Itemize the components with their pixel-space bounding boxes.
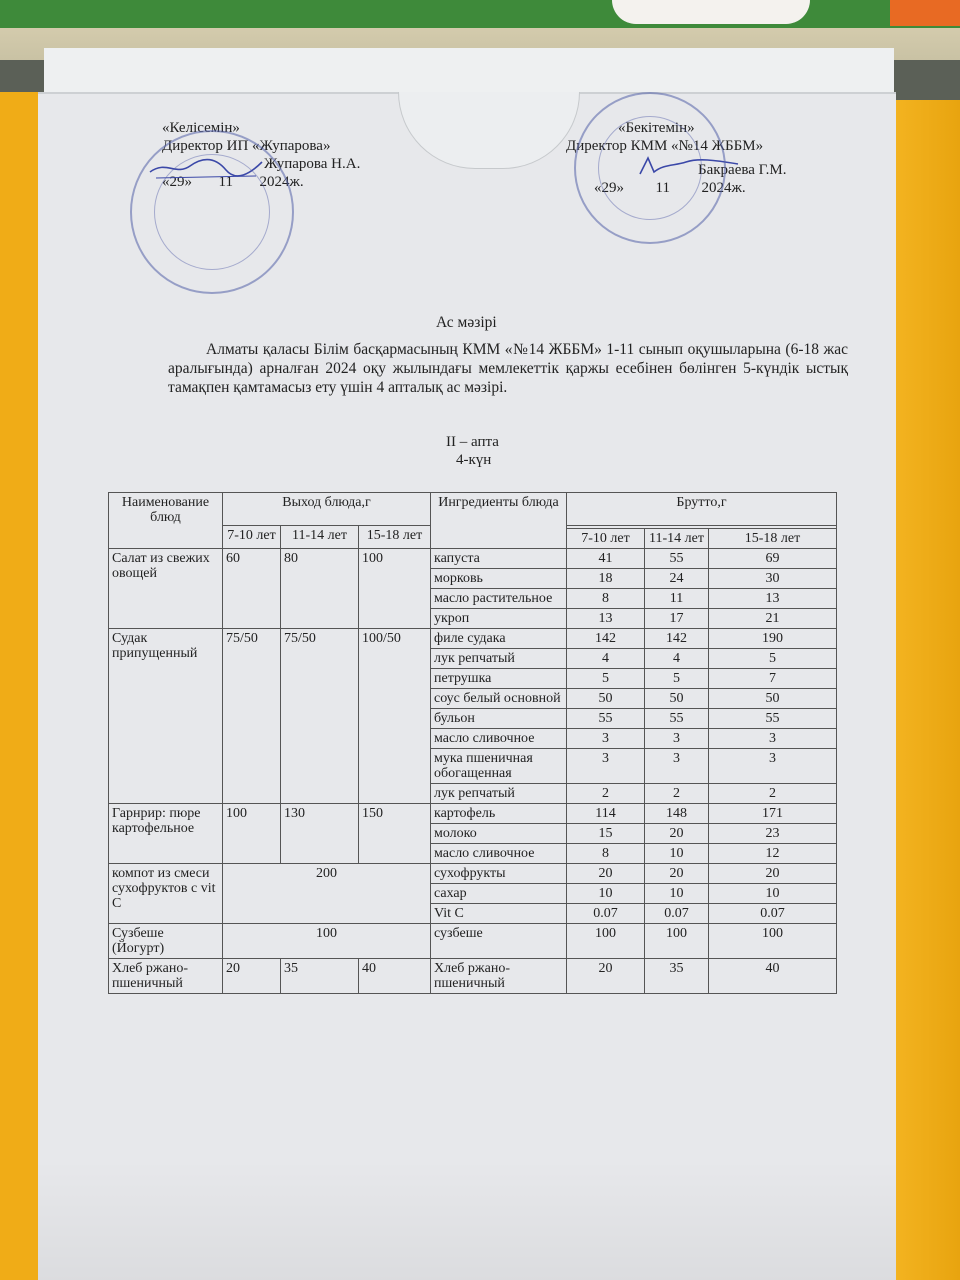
brutto-7-10-cell: 41 xyxy=(567,549,645,569)
wall-decoration-orange xyxy=(890,0,960,26)
sleeve-cutout xyxy=(398,92,580,169)
table-row xyxy=(109,959,837,994)
brutto-11-14-cell: 10 xyxy=(645,884,709,904)
brutto-11-14-cell: 10 xyxy=(645,844,709,864)
header-output: Выход блюда,г xyxy=(223,493,431,526)
brutto-7-10-cell: 3 xyxy=(567,749,645,784)
menu-table xyxy=(108,492,837,994)
brutto-7-10-cell: 15 xyxy=(567,824,645,844)
brutto-15-18-cell: 30 xyxy=(709,569,837,589)
brutto-11-14-cell: 35 xyxy=(645,959,709,994)
brutto-11-14-cell: 50 xyxy=(645,689,709,709)
dish-name-cell: Гарнрир: пюре картофельное xyxy=(109,804,223,864)
brutto-7-10-cell: 13 xyxy=(567,609,645,629)
ingredient-name-cell: сахар xyxy=(431,884,567,904)
brutto-7-10-cell: 3 xyxy=(567,729,645,749)
dish-output-7-10: 20 xyxy=(223,959,281,994)
ingredient-name-cell: лук репчатый xyxy=(431,649,567,669)
brutto-7-10-cell: 20 xyxy=(567,959,645,994)
ingredient-name-cell: укроп xyxy=(431,609,567,629)
brutto-7-10-cell: 18 xyxy=(567,569,645,589)
brutto-11-14-cell: 3 xyxy=(645,749,709,784)
document-intro: Алматы қаласы Білім басқармасының КММ «№14 ЖББМ» 1-11 сынып оқушыларына (6-18 жас аралығында) арналған 2024 оқу жылындағы мемлекеттік қаржы есебінен бөлінген 5-күндік ыстық тамақпен қамтамасыз ету үшін 4 апталық ас мәзірі. xyxy=(168,341,848,396)
brutto-15-18-cell: 12 xyxy=(709,844,837,864)
table-row xyxy=(109,629,837,649)
brutto-11-14-cell: 17 xyxy=(645,609,709,629)
brutto-11-14-cell: 20 xyxy=(645,824,709,844)
ingredient-name-cell: бульон xyxy=(431,709,567,729)
ingredient-name-cell: Vit C xyxy=(431,904,567,924)
dish-name-cell: Хлеб ржано-пшеничный xyxy=(109,959,223,994)
brutto-7-10-cell: 100 xyxy=(567,924,645,959)
brutto-11-14-cell: 55 xyxy=(645,709,709,729)
brutto-15-18-cell: 3 xyxy=(709,729,837,749)
dish-output-11-14: 130 xyxy=(281,804,359,864)
brutto-7-10-cell: 114 xyxy=(567,804,645,824)
dish-output-cell: 200 xyxy=(223,864,431,924)
brutto-11-14-cell: 3 xyxy=(645,729,709,749)
brutto-15-18-cell: 0.07 xyxy=(709,904,837,924)
date-month: 11 xyxy=(655,180,670,196)
approval-position-right: Директор КММ «№14 ЖББМ» xyxy=(566,138,764,154)
brutto-11-14-cell: 24 xyxy=(645,569,709,589)
paper-shadow xyxy=(38,1160,896,1280)
dish-name-cell: Сузбеше (Йогурт) xyxy=(109,924,223,959)
header-brutto-15-18: 15-18 лет xyxy=(709,529,837,549)
table-row xyxy=(109,804,837,824)
stamp-inner-ring xyxy=(154,154,270,270)
approval-position-left: Директор ИП «Жупарова» xyxy=(162,138,331,154)
day-label: 4-күн xyxy=(456,452,492,468)
dish-output-11-14: 80 xyxy=(281,549,359,629)
brutto-15-18-cell: 2 xyxy=(709,784,837,804)
brutto-7-10-cell: 20 xyxy=(567,864,645,884)
ingredient-name-cell: сухофрукты xyxy=(431,864,567,884)
brutto-7-10-cell: 4 xyxy=(567,649,645,669)
ingredient-name-cell: масло растительное xyxy=(431,589,567,609)
brutto-11-14-cell: 5 xyxy=(645,669,709,689)
ingredient-name-cell: петрушка xyxy=(431,669,567,689)
table-row xyxy=(109,549,837,569)
brutto-7-10-cell: 142 xyxy=(567,629,645,649)
table-row xyxy=(109,924,837,959)
header-output-7-10: 7-10 лет xyxy=(223,526,281,549)
brutto-11-14-cell: 20 xyxy=(645,864,709,884)
ingredient-name-cell: капуста xyxy=(431,549,567,569)
brutto-11-14-cell: 4 xyxy=(645,649,709,669)
dish-name-cell: Салат из свежих овощей xyxy=(109,549,223,629)
brutto-7-10-cell: 55 xyxy=(567,709,645,729)
table-row xyxy=(109,864,837,884)
brutto-11-14-cell: 142 xyxy=(645,629,709,649)
brutto-15-18-cell: 20 xyxy=(709,864,837,884)
table-header-row xyxy=(109,493,837,526)
approval-label-right: «Бекітемін» xyxy=(618,120,695,136)
stamp-right xyxy=(574,92,726,244)
dish-output-7-10: 100 xyxy=(223,804,281,864)
ingredient-name-cell: соус белый основной xyxy=(431,689,567,709)
header-output-15-18: 15-18 лет xyxy=(359,526,431,549)
header-ingredients: Ингредиенты блюда xyxy=(431,493,567,549)
brutto-11-14-cell: 100 xyxy=(645,924,709,959)
ingredient-name-cell: морковь xyxy=(431,569,567,589)
approval-name-right: Бакраева Г.М. xyxy=(698,162,787,178)
brutto-7-10-cell: 8 xyxy=(567,844,645,864)
document-holder-right xyxy=(896,100,960,1280)
approval-name-left: Жупарова Н.А. xyxy=(264,156,361,172)
brutto-15-18-cell: 50 xyxy=(709,689,837,709)
stamp-inner-ring xyxy=(598,116,702,220)
brutto-7-10-cell: 2 xyxy=(567,784,645,804)
header-output-11-14: 11-14 лет xyxy=(281,526,359,549)
brutto-15-18-cell: 40 xyxy=(709,959,837,994)
brutto-11-14-cell: 55 xyxy=(645,549,709,569)
brutto-7-10-cell: 10 xyxy=(567,884,645,904)
ingredient-name-cell: молоко xyxy=(431,824,567,844)
ingredient-name-cell: Хлеб ржано-пшеничный xyxy=(431,959,567,994)
stamp-left xyxy=(130,130,294,294)
brutto-11-14-cell: 148 xyxy=(645,804,709,824)
header-brutto: Брутто,г xyxy=(567,493,837,526)
brutto-15-18-cell: 21 xyxy=(709,609,837,629)
header-brutto-11-14: 11-14 лет xyxy=(645,529,709,549)
brutto-15-18-cell: 7 xyxy=(709,669,837,689)
dish-output-15-18: 100/50 xyxy=(359,629,431,804)
dish-output-11-14: 35 xyxy=(281,959,359,994)
date-day: «29» xyxy=(162,174,192,190)
brutto-15-18-cell: 190 xyxy=(709,629,837,649)
ingredient-name-cell: мука пшеничная обогащенная xyxy=(431,749,567,784)
brutto-11-14-cell: 0.07 xyxy=(645,904,709,924)
ingredient-name-cell: масло сливочное xyxy=(431,729,567,749)
brutto-15-18-cell: 100 xyxy=(709,924,837,959)
dish-output-11-14: 75/50 xyxy=(281,629,359,804)
date-month: 11 xyxy=(218,174,233,190)
header-dish: Наименование блюд xyxy=(109,493,223,549)
dish-output-15-18: 40 xyxy=(359,959,431,994)
ingredient-name-cell: сузбеше xyxy=(431,924,567,959)
dish-name-cell: компот из смеси сухофруктов с vit C xyxy=(109,864,223,924)
dish-output-cell: 100 xyxy=(223,924,431,959)
brutto-15-18-cell: 13 xyxy=(709,589,837,609)
wall-drawing-cup xyxy=(612,0,810,24)
ingredient-name-cell: лук репчатый xyxy=(431,784,567,804)
dish-output-7-10: 60 xyxy=(223,549,281,629)
brutto-15-18-cell: 69 xyxy=(709,549,837,569)
dish-output-7-10: 75/50 xyxy=(223,629,281,804)
brutto-15-18-cell: 55 xyxy=(709,709,837,729)
brutto-7-10-cell: 5 xyxy=(567,669,645,689)
dish-name-cell: Судак припущенный xyxy=(109,629,223,804)
dish-output-15-18: 100 xyxy=(359,549,431,629)
approval-label-left: «Келісемін» xyxy=(162,120,240,136)
week-label: II – апта xyxy=(446,434,499,450)
ingredient-name-cell: филе судака xyxy=(431,629,567,649)
brutto-15-18-cell: 3 xyxy=(709,749,837,784)
document-title: Ас мәзірі xyxy=(436,314,497,331)
brutto-7-10-cell: 50 xyxy=(567,689,645,709)
brutto-11-14-cell: 11 xyxy=(645,589,709,609)
date-year: 2024ж. xyxy=(701,180,746,196)
date-year: 2024ж. xyxy=(259,174,304,190)
brutto-11-14-cell: 2 xyxy=(645,784,709,804)
document-holder-left xyxy=(0,92,42,1280)
brutto-15-18-cell: 171 xyxy=(709,804,837,824)
header-brutto-7-10: 7-10 лет xyxy=(567,529,645,549)
brutto-15-18-cell: 10 xyxy=(709,884,837,904)
dish-output-15-18: 150 xyxy=(359,804,431,864)
brutto-15-18-cell: 5 xyxy=(709,649,837,669)
ingredient-name-cell: картофель xyxy=(431,804,567,824)
brutto-7-10-cell: 8 xyxy=(567,589,645,609)
brutto-7-10-cell: 0.07 xyxy=(567,904,645,924)
brutto-15-18-cell: 23 xyxy=(709,824,837,844)
wall-decoration xyxy=(0,0,960,28)
menu-table-body xyxy=(109,493,837,994)
ingredient-name-cell: масло сливочное xyxy=(431,844,567,864)
date-day: «29» xyxy=(594,180,624,196)
